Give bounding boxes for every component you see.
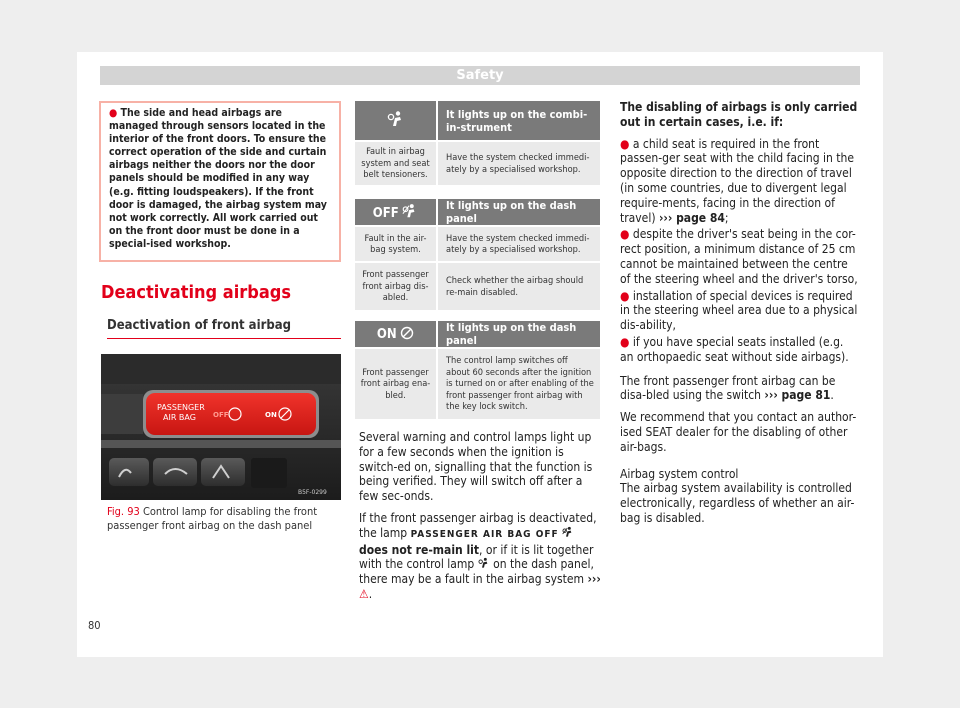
warning-box [99,101,341,262]
sub-title: Deactivation of front airbag [107,318,341,339]
section-title: Deactivating airbags [101,282,291,303]
on-lamp-icon [355,321,438,347]
off-lamp-text: OFF [372,206,399,221]
lamp-table-1 [355,101,600,185]
page-header: Safety [100,66,860,85]
airbag-off-icon [402,203,418,219]
bullet-1-tail: ; [724,210,729,225]
list-item [620,227,860,286]
table-3-cause: Front passenger front airbag ena-bled. [355,347,438,419]
on-lamp-text: ON [376,327,397,342]
table-3-action: The control lamp switches off about 60 seconds after the ignition is turned on or after enabling of the front passenger front airbag with the key lock switch. [438,347,600,419]
list-item [620,289,860,333]
bullet-list [620,137,860,365]
airbag-warning-icon [355,101,438,140]
panel-off: OFF [213,411,229,419]
control-text: The airbag system availability is controlled electronically, regardless of whether an air-bag is disabled. [620,481,855,525]
page-number: 80 [88,619,101,632]
table-1-header: It lights up on the combi-in-strument [446,107,588,134]
paragraph-recommend: We recommend that you contact an author-ised SEAT dealer for the disabling of other air-bags. [620,410,857,454]
airbag-inline-icon-2 [478,557,493,571]
bullet-icon: ● [620,288,630,303]
page-84-link[interactable]: ››› page 84 [658,210,725,225]
table-1-cause: Fault in airbag system and seat belt tensioners. [355,140,438,185]
bullet-2-text: despite the driver's seat being in the cor-rect position, a minimum distance of 25 cm cannot be maintained between the centre of the steering wheel and the driver's torso, [620,227,858,286]
middle-column-text [359,430,603,609]
list-item [620,335,860,365]
table-2-header: It lights up on the dash panel [446,199,577,225]
table-1-action: Have the system checked immedi-ately by a specialised workshop. [438,140,600,185]
panel-text-passenger: PASSENGER [157,403,205,412]
p2-ref-arrows[interactable]: ››› [587,572,601,587]
paragraph-switch [620,374,860,404]
figure-code: B5F-0299 [298,489,327,496]
right-column-text [620,100,860,533]
off-lamp-icon [355,199,438,225]
bullet-icon: ● [620,136,630,151]
p2-d: on the dash panel, there may be a fault in the airbag system [359,557,594,587]
bullet-3-text: installation of special devices is required in the steering wheel area due to a physical dis-ability, [620,288,858,333]
paragraph-deactivated: If the front passenger airbag is deactivated, the lamp PASSENGER AIR BAG OFF does not re-main lit, or if it is lit together with the control lamp on the dash panel, there may be a fault in the airbag system ››› ⚠. [359,510,601,601]
lamp-label: PASSENGER AIR BAG OFF [410,528,559,540]
on-indicator-icon [400,326,414,340]
switch-tail: . [830,388,834,403]
control-title: Airbag system control [620,466,739,481]
table-2-cause-2: Front passenger front airbag dis-abled. [355,261,438,310]
lamp-table-3 [355,321,600,419]
right-intro: The disabling of airbags is only carried out in certain cases, i.e. if: [620,100,858,129]
bullet-1-text: a child seat is required in the front passen-ger seat with the child facing in the opposite direction to the direction of travel (in some countries, due to divergent legal require-ments, facing in the direction of travel) [620,136,855,225]
figure-label: Fig. 93 [107,505,140,518]
table-2-action-2: Check whether the airbag should re-main disabled. [438,261,600,310]
figure-photo [101,354,341,500]
table-3-header: It lights up on the dash panel [446,321,577,347]
figure-caption [107,505,335,533]
switch-text: The front passenger front airbag can be disa-bled using the switch [620,373,836,403]
figure-caption-text: Control lamp for disabling the front passenger front airbag on the dash panel [107,505,318,532]
paragraph-lamps: Several warning and control lamps light up for a few seconds when the ignition is switch-ed on, signalling that the function is being verified. They will switch off after a few sec-onds. [359,430,593,504]
panel-on: ON [265,411,277,419]
bullet-4-text: if you have special seats installed (e.g. an orthopaedic seat without side airbags). [620,334,849,364]
warning-text: The side and head airbags are managed through sensors located in the interior of the front doors. To ensure the correct operation of the side and curtain airbags neither the doors nor the door panels should be modified in any way (e.g. fitting loudspeakers). If the front door is damaged, the airbag system may not work correctly. All work carried out on the front door must be done in a special-ised workshop. [109,107,327,250]
p2-b: does not re-main lit [359,542,480,557]
table-2-cause-1: Fault in the air-bag system. [355,225,438,261]
p2-a: If the front passenger airbag is deactivated, the lamp [359,510,597,540]
p2-c: , or if it is lit together with the control lamp [359,542,594,572]
bullet-icon: ● [109,107,118,119]
bullet-icon: ● [620,334,630,349]
warning-triangle-icon[interactable]: ⚠ [359,586,369,601]
table-2-action-1: Have the system checked immedi-ately by a specialised workshop. [438,225,600,261]
bullet-icon: ● [620,227,630,242]
panel-text-airbag: AIR BAG [163,413,196,422]
list-item [620,137,860,226]
page-81-link[interactable]: ››› page 81 [764,388,831,403]
airbag-inline-icon [562,526,574,540]
lamp-table-2 [355,199,600,310]
